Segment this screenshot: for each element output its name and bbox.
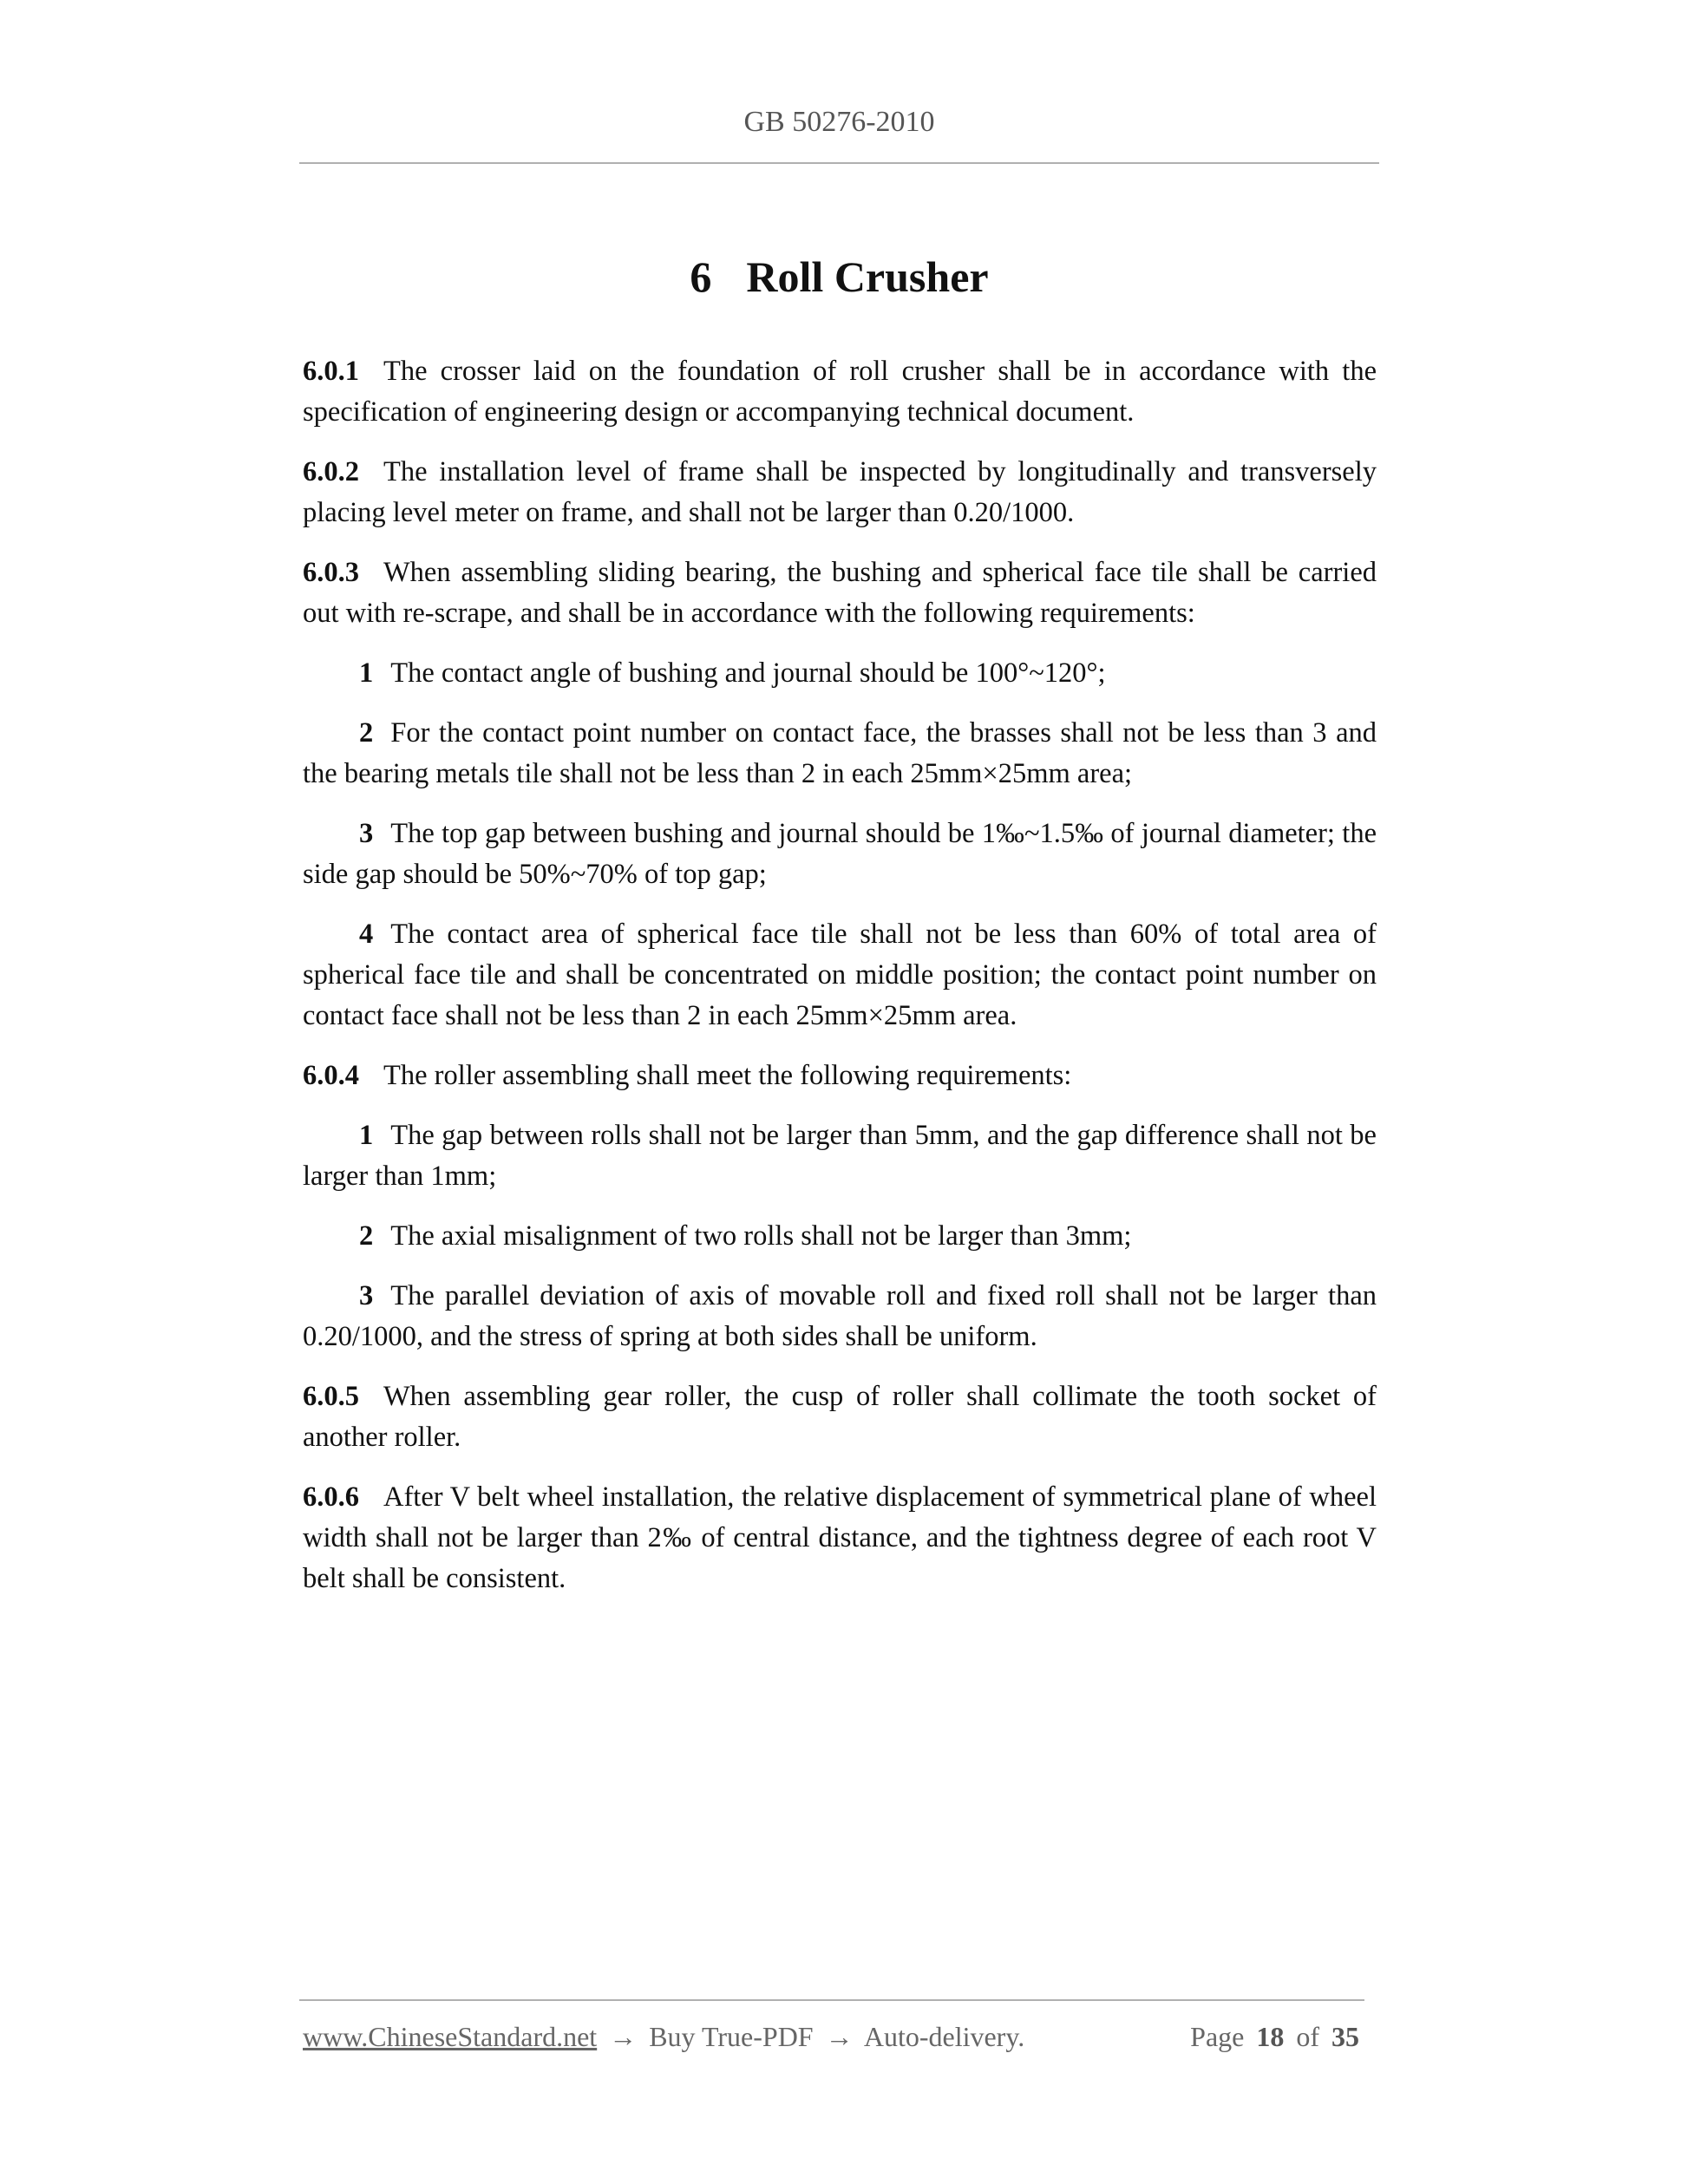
item-text: The parallel deviation of axis of movable roll and fixed roll shall not be larger than 0.20/1000, and the stress of spring at both sides shall be uniform. — [303, 1280, 1377, 1352]
clause-number: 6.0.5 — [303, 1381, 359, 1412]
clause-text: When assembling sliding bearing, the bushing and spherical face tile shall be carried out with re-scrape, and shall be in accordance with the following requirements: — [303, 557, 1377, 629]
item-text: The contact angle of bushing and journal should be 100°~120°; — [390, 657, 1106, 689]
clause-6-0-5 — [303, 1376, 1377, 1458]
item-number: 3 — [359, 818, 374, 849]
website-link[interactable]: www.ChineseStandard.net — [303, 2021, 598, 2052]
page-footer — [303, 2021, 1364, 2053]
clause-text: After V belt wheel installation, the relative displacement of symmetrical plane of wheel width shall not be larger than 2‰ of central distance, and the tightness degree of each root V belt shall be consistent. — [303, 1481, 1377, 1594]
chapter-title-text: Roll Crusher — [746, 252, 989, 301]
document-body — [303, 351, 1377, 1618]
item-text: The contact area of spherical face tile shall not be less than 60% of total area of spherical face tile and shall be concentrated on middle position; the contact point number on contact face shall not be less than 2 in each 25mm×25mm area. — [303, 919, 1377, 1031]
list-item — [303, 713, 1377, 794]
clause-number: 6.0.3 — [303, 557, 359, 588]
current-page: 18 — [1256, 2021, 1285, 2052]
item-text: For the contact point number on contact face, the brasses shall not be less than 3 and the bearing metals tile shall not be less than 2 in each 25mm×25mm area; — [303, 717, 1377, 789]
item-number: 3 — [359, 1280, 374, 1311]
list-item — [303, 1216, 1377, 1257]
page-number — [1190, 2021, 1364, 2053]
clause-number: 6.0.1 — [303, 356, 359, 387]
chapter-number: 6 — [690, 252, 712, 301]
clause-6-0-3 — [303, 553, 1377, 634]
standard-code: GB 50276-2010 — [743, 106, 935, 138]
of-label: of — [1296, 2021, 1319, 2052]
clause-6-0-4 — [303, 1056, 1377, 1096]
clause-6-0-1 — [303, 351, 1377, 433]
item-text: The gap between rolls shall not be larger than 5mm, and the gap difference shall not be larger than 1mm; — [303, 1120, 1377, 1192]
clause-number: 6.0.4 — [303, 1060, 359, 1091]
list-item — [303, 814, 1377, 895]
clause-text: When assembling gear roller, the cusp of roller shall collimate the tooth socket of another roller. — [303, 1381, 1377, 1453]
buy-text: Buy True-PDF — [649, 2021, 814, 2052]
page-label: Page — [1190, 2021, 1245, 2052]
clause-6-0-6 — [303, 1477, 1377, 1599]
item-number: 4 — [359, 919, 374, 950]
item-number: 1 — [359, 1120, 374, 1151]
clause-text: The roller assembling shall meet the following requirements: — [383, 1060, 1072, 1091]
delivery-text: Auto-delivery. — [863, 2021, 1025, 2052]
item-text: The top gap between bushing and journal should be 1‰~1.5‰ of journal diameter; the side gap should be 50%~70% of top gap; — [303, 818, 1377, 890]
list-item — [303, 653, 1377, 694]
chapter-title — [299, 252, 1379, 302]
item-number: 2 — [359, 717, 374, 749]
clause-number: 6.0.6 — [303, 1481, 359, 1513]
item-number: 2 — [359, 1220, 374, 1252]
header-divider — [299, 162, 1379, 164]
arrow-right-icon: → — [609, 2021, 638, 2052]
clause-6-0-2 — [303, 452, 1377, 533]
list-item — [303, 1276, 1377, 1357]
item-number: 1 — [359, 657, 374, 689]
total-pages: 35 — [1331, 2021, 1359, 2052]
item-text: The axial misalignment of two rolls shall not be larger than 3mm; — [390, 1220, 1132, 1252]
clause-text: The installation level of frame shall be inspected by longitudinally and transversely placing level meter on frame, and shall not be larger than 0.20/1000. — [303, 456, 1377, 528]
footer-divider — [299, 1999, 1364, 2001]
list-item — [303, 1115, 1377, 1197]
clause-text: The crosser laid on the foundation of roll crusher shall be in accordance with the specification of engineering design or accompanying technical document. — [303, 356, 1377, 428]
list-item — [303, 914, 1377, 1036]
clause-number: 6.0.2 — [303, 456, 359, 487]
arrow-right-icon: → — [825, 2021, 854, 2052]
page-header — [299, 106, 1379, 139]
